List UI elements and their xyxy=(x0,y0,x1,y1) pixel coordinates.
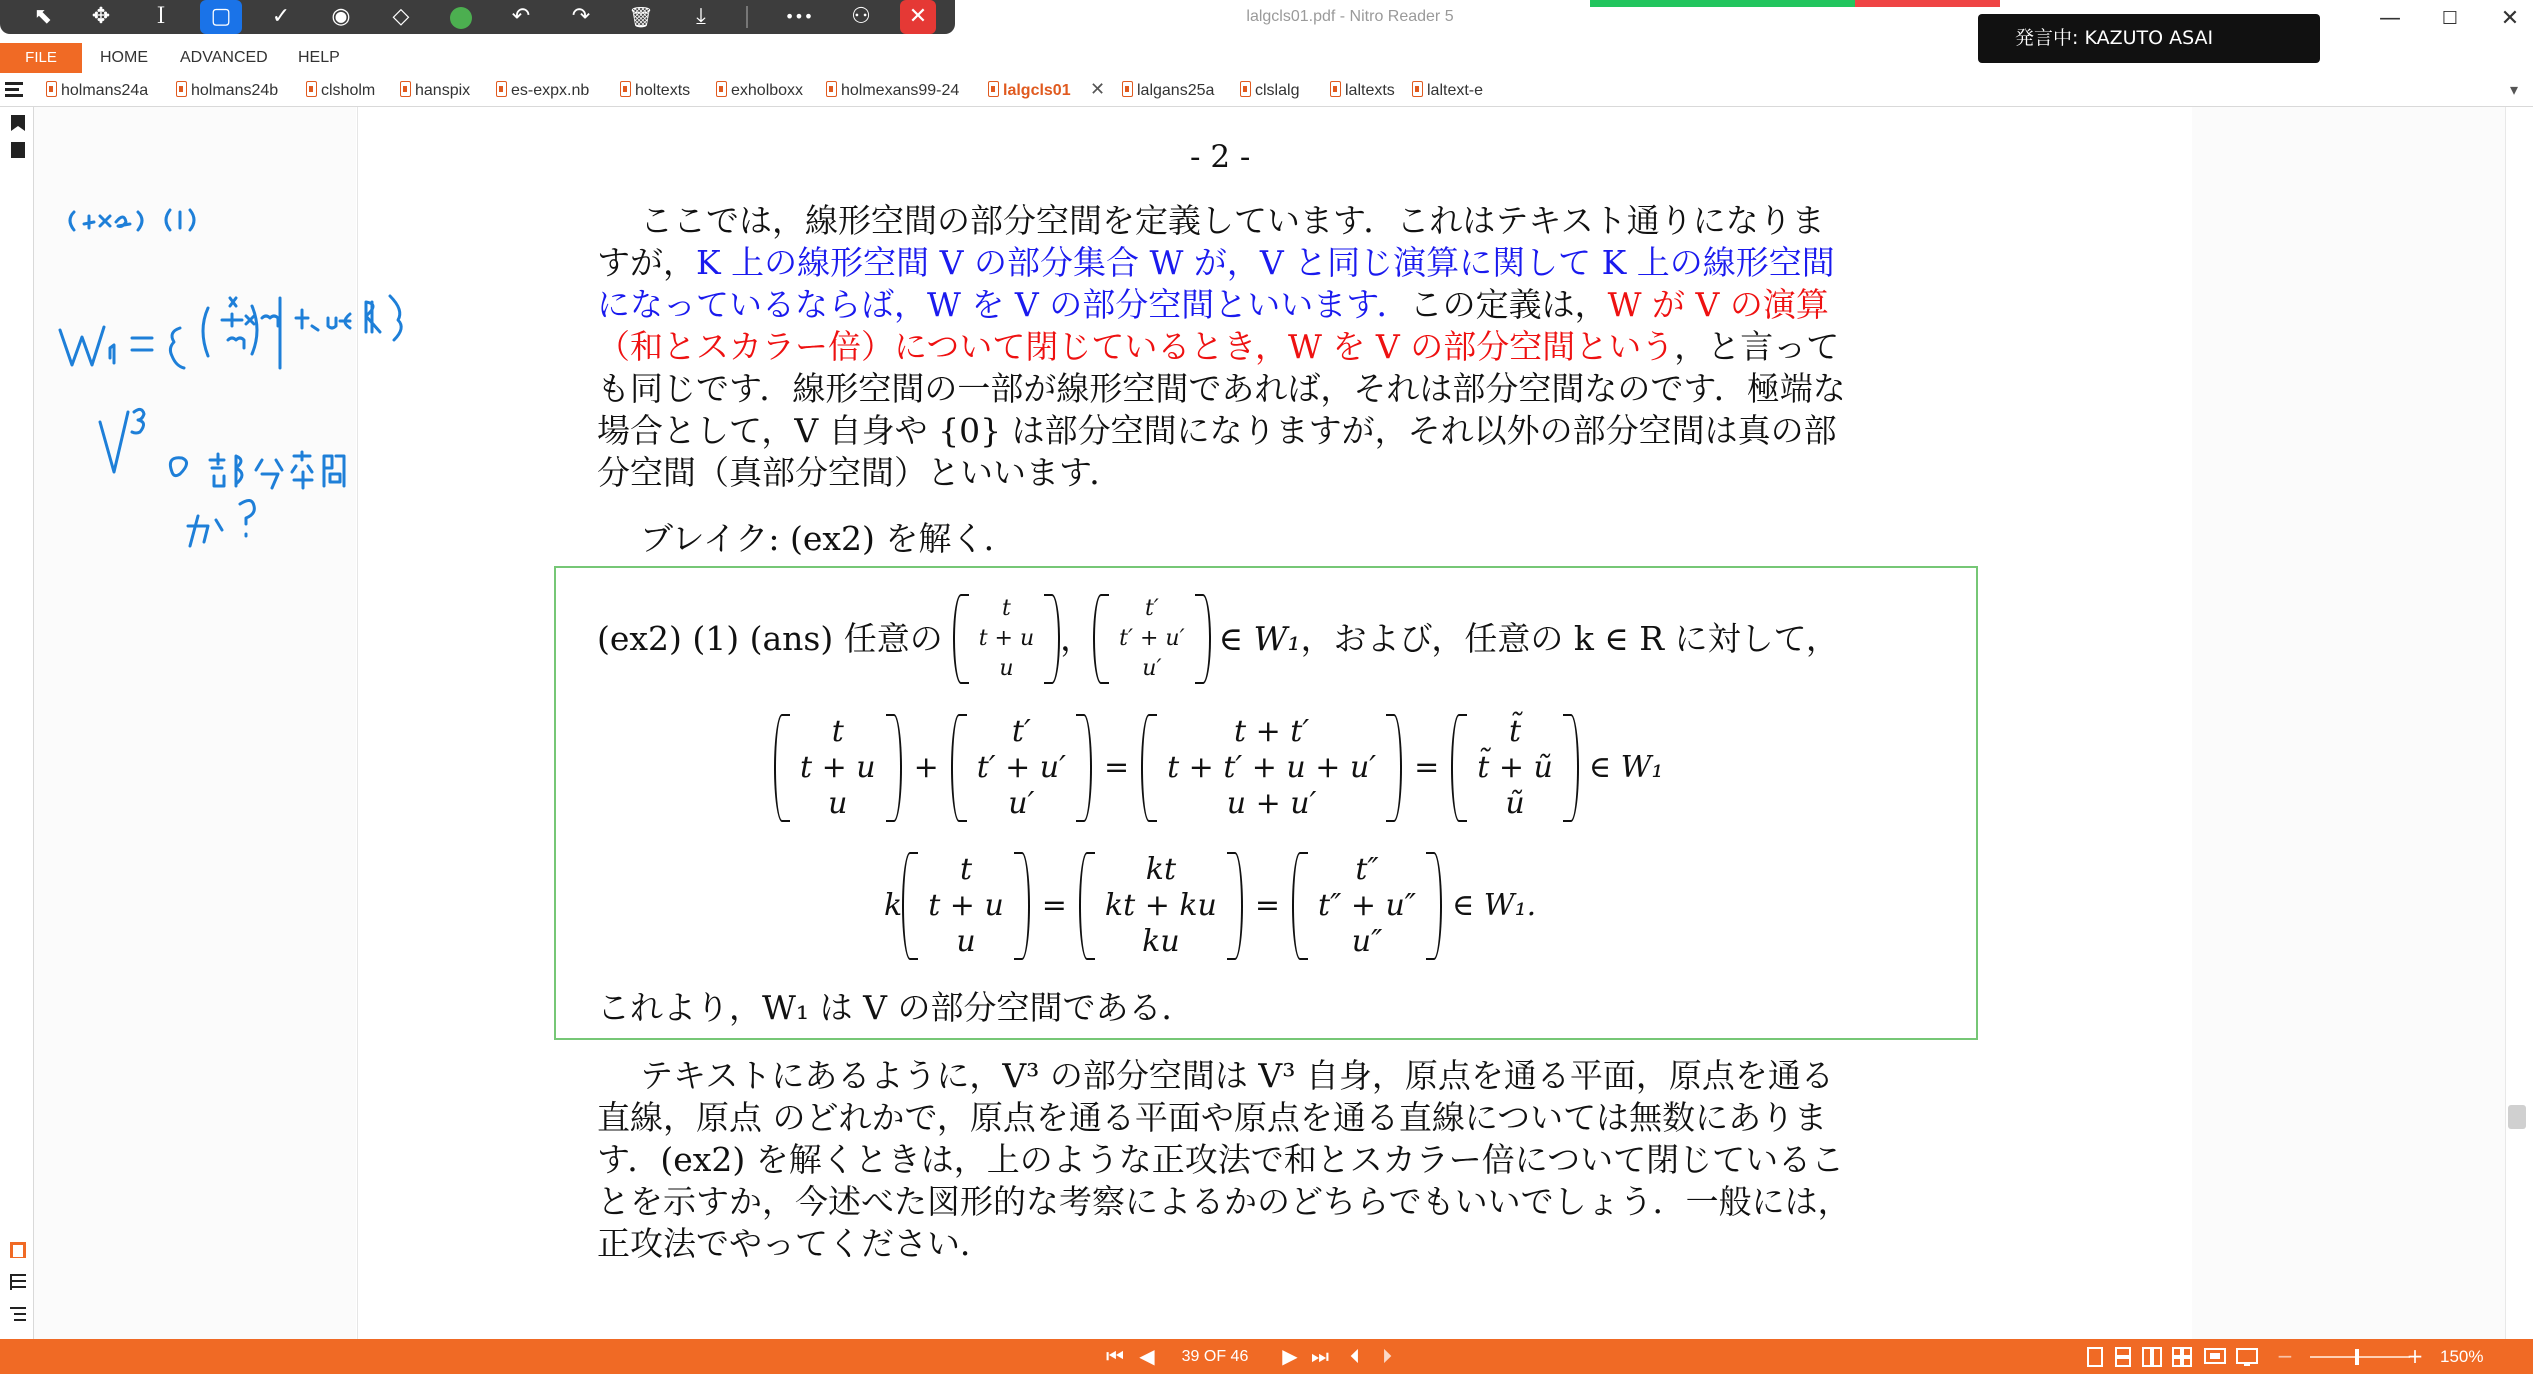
tab-list-icon[interactable] xyxy=(4,80,24,100)
para2-line2: 直線，原点 のどれかで，原点を通る平面や原点を通る直線については無数にありま xyxy=(597,1098,1828,1137)
page-indicator[interactable]: 39 OF 46 xyxy=(1181,1348,1249,1365)
pdf-file-icon xyxy=(176,81,187,97)
pdf-file-icon xyxy=(496,81,507,97)
checkmark-icon[interactable]: ✓ xyxy=(271,4,291,29)
vector-double-prime: t″ t″ + u″ u″ xyxy=(1292,852,1442,960)
close-window-button[interactable]: ✕ xyxy=(2500,6,2520,31)
zoom-slider-knob[interactable] xyxy=(2355,1349,2359,1365)
close-annotation-icon[interactable]: ✕ xyxy=(900,0,936,34)
tab-lalgans25a[interactable]: lalgans25a xyxy=(1122,78,1214,104)
zoom-level[interactable]: 150% xyxy=(2440,1347,2484,1366)
single-page-icon[interactable] xyxy=(2086,1347,2104,1367)
vertical-scrollbar[interactable] xyxy=(2505,107,2533,1339)
handwritten-annotation xyxy=(40,190,600,570)
grid-icon[interactable] xyxy=(2172,1347,2192,1367)
scrollbar-thumb[interactable] xyxy=(2508,1105,2526,1129)
tab-laltexts[interactable]: laltexts xyxy=(1330,78,1395,104)
continuous-icon[interactable] xyxy=(2114,1347,2132,1367)
stamp-icon[interactable]: ◉ xyxy=(331,4,351,29)
para2-line1: テキストにあるように，V³ の部分空間は V³ 自身，原点を通る平面，原点を通る xyxy=(640,1056,1834,1095)
vector-k: kt kt + ku ku xyxy=(1079,852,1243,960)
select-arrow-icon[interactable]: ⬉ xyxy=(33,4,53,29)
audio-level-green xyxy=(1590,0,1855,7)
first-page-icon[interactable]: ⏮ xyxy=(1106,1344,1124,1368)
vector-tilde: t̃ t̃ + ũ ũ xyxy=(1451,714,1579,822)
para2-line3: す．(ex2) を解くときは，上のような正攻法で和とスカラー倍について閉じているこ xyxy=(597,1140,1845,1179)
sum-equation: t t + u u + t′ t′ + u′ u′ = t + t′ t + t′ + u + u′ u + u′ = t̃ t̃ + ũ ũ ∈ W₁ xyxy=(774,712,1663,824)
para1-line4: （和とスカラー倍）について閉じているとき，W を V の部分空間という，と言って xyxy=(597,327,1840,366)
tab-clsholm[interactable]: clsholm xyxy=(306,78,375,104)
pdf-file-icon xyxy=(1330,81,1341,97)
para2-line4: とを示すか，今述べた図形的な考察によるかのどちらでもいいでしょう．一般には， xyxy=(597,1182,1851,1221)
para2-line5: 正攻法でやってください． xyxy=(597,1224,993,1263)
outline-icon[interactable] xyxy=(8,1304,28,1324)
para1-line3: になっているならば，W を V の部分空間といいます．この定義は，W が V の演算 xyxy=(597,285,1829,324)
green-color-icon[interactable] xyxy=(450,7,472,29)
scalar-equation: k t t + u u = kt kt + ku ku = t″ t″ + u″ u″ ∈ W₁. xyxy=(884,852,1537,959)
prev-page-icon[interactable]: ◀ xyxy=(1139,1344,1155,1368)
rectangle-icon[interactable]: ▢ xyxy=(200,0,242,34)
vector-a: t t + u u xyxy=(774,714,902,822)
box-line1: (ex2) (1) (ans) 任意の t t + u u ， t′ t′ + u′ u′ ∈ W₁ ，および，任意の k ∈ R に対して， xyxy=(597,594,1839,684)
eraser-icon[interactable]: ◇ xyxy=(392,4,410,29)
pdf-file-icon xyxy=(1412,81,1423,97)
left-rail xyxy=(0,107,34,1339)
vector-a-small: t t + u u xyxy=(953,594,1060,684)
pdf-file-icon xyxy=(400,81,411,97)
toolbar-divider xyxy=(746,6,748,28)
tab-es-expx[interactable]: es-expx.nb xyxy=(496,78,589,104)
tab-overflow-icon[interactable]: ▾ xyxy=(2510,80,2519,99)
menu-advanced[interactable]: ADVANCED xyxy=(180,49,268,66)
pdf-file-icon xyxy=(1122,81,1133,97)
layers-icon[interactable] xyxy=(8,1272,28,1292)
pdf-file-icon xyxy=(1240,81,1251,97)
tab-laltext-e[interactable]: laltext-e xyxy=(1412,78,1483,104)
redo-icon[interactable]: ↷ xyxy=(571,4,591,29)
pdf-file-icon xyxy=(716,81,727,97)
menu-help[interactable]: HELP xyxy=(298,49,340,66)
vector-a-scaled: t t + u u xyxy=(902,852,1030,960)
pdf-file-icon xyxy=(46,81,57,97)
para1-line1: ここでは，線形空間の部分空間を定義しています．これはテキスト通りになりま xyxy=(640,201,1825,240)
next-page-icon[interactable]: ▶ xyxy=(1282,1344,1298,1368)
minimize-button[interactable]: — xyxy=(2379,6,2401,31)
last-page-icon[interactable]: ⏭ xyxy=(1311,1344,1329,1368)
trash-icon[interactable]: 🗑 xyxy=(628,5,654,29)
tab-holmexans99-24[interactable]: holmexans99-24 xyxy=(826,78,959,104)
more-icon[interactable]: ••• xyxy=(784,7,814,26)
right-margin-area xyxy=(2192,107,2505,1339)
pages-icon[interactable] xyxy=(8,140,28,160)
reading-mode-icon[interactable] xyxy=(2236,1347,2258,1367)
para1-line2: すが，K 上の線形空間 V の部分集合 W が，V と同じ演算に関して K 上の線形空間 xyxy=(597,243,1835,282)
para1-line5: も同じです．線形空間の一部が線形空間であれば，それは部分空間なのです．極端な xyxy=(597,369,1846,408)
tab-clslalg[interactable]: clslalg xyxy=(1240,78,1299,104)
forward-view-icon[interactable]: ⏵ xyxy=(1382,1344,1392,1368)
user-settings-icon[interactable]: ⚇ xyxy=(851,4,871,29)
text-cursor-icon[interactable]: Ｉ xyxy=(149,4,172,29)
back-view-icon[interactable]: ⏴ xyxy=(1350,1344,1360,1368)
break-line: ブレイク: (ex2) を解く． xyxy=(640,519,1017,558)
window-title: lalgcls01.pdf - Nitro Reader 5 xyxy=(1246,8,1454,25)
tab-exholboxx[interactable]: exholboxx xyxy=(716,78,803,104)
pdf-file-icon xyxy=(988,81,999,97)
tab-holmans24a[interactable]: holmans24a xyxy=(46,78,148,104)
facing-icon[interactable] xyxy=(2142,1347,2162,1367)
para1-line6: 場合として，V 自身や {0} は部分空間になりますが，それ以外の部分空間は真の部 xyxy=(597,411,1837,450)
zoom-slider[interactable] xyxy=(2310,1356,2410,1358)
tab-lalgcls01[interactable]: lalgcls01 xyxy=(988,78,1071,104)
tab-close-icon[interactable]: ✕ xyxy=(1090,79,1106,100)
menu-file[interactable]: FILE xyxy=(0,43,82,73)
pdf-file-icon xyxy=(826,81,837,97)
para1-line7: 分空間（真部分空間）といいます． xyxy=(597,453,1123,492)
box-conclusion: これより，W₁ は V の部分空間である． xyxy=(597,988,1195,1027)
audio-level-red xyxy=(1855,0,2000,7)
tab-holtexts[interactable]: holtexts xyxy=(620,78,690,104)
tab-hanspix[interactable]: hanspix xyxy=(400,78,470,104)
page-number: - 2 - xyxy=(1190,139,1251,175)
bookmarks-icon[interactable] xyxy=(8,113,28,133)
menu-home[interactable]: HOME xyxy=(100,49,148,66)
maximize-button[interactable]: ☐ xyxy=(2441,8,2459,29)
fit-width-icon[interactable] xyxy=(2204,1347,2226,1367)
comments-icon[interactable] xyxy=(8,1240,28,1260)
zoom-in-button[interactable]: + xyxy=(2406,1344,2424,1368)
tab-holmans24b[interactable]: holmans24b xyxy=(176,78,278,104)
speaker-badge: 発言中: KAZUTO ASAI xyxy=(1978,14,2320,63)
pdf-file-icon xyxy=(306,81,317,97)
vector-b: t′ t′ + u′ u′ xyxy=(951,714,1092,822)
zoom-out-button[interactable]: − xyxy=(2276,1344,2294,1368)
vector-b-small: t′ t′ + u′ u′ xyxy=(1093,594,1210,684)
pdf-file-icon xyxy=(620,81,631,97)
vector-sum: t + t′ t + t′ + u + u′ u + u′ xyxy=(1141,714,1402,822)
move-icon[interactable]: ✥ xyxy=(91,4,111,29)
download-icon[interactable]: ⤓ xyxy=(696,4,706,29)
undo-icon[interactable]: ↶ xyxy=(511,4,531,29)
